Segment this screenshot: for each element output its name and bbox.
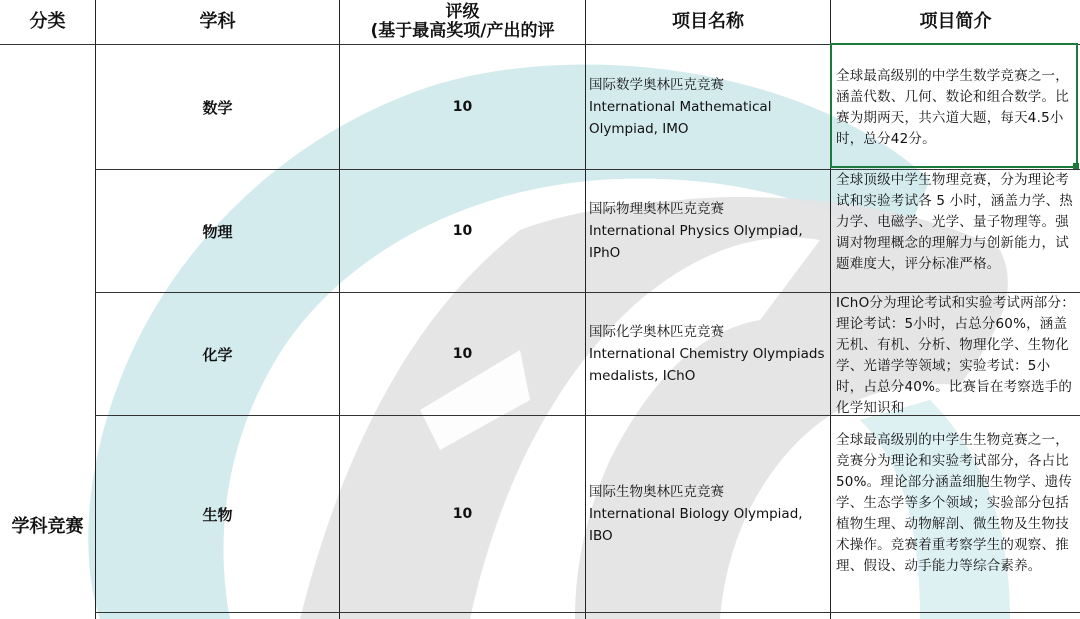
rating-cell-math[interactable]: 10 bbox=[452, 99, 473, 115]
category-cell[interactable]: 学科竞赛 bbox=[11, 515, 84, 537]
header-project-intro: 项目简介 bbox=[919, 11, 992, 32]
project-name-cn: 国际生物奥林匹克竞赛 bbox=[589, 484, 724, 500]
project-name-cell-math[interactable] bbox=[586, 45, 830, 169]
project-name-en: International Physics Olympiad, IPhO bbox=[589, 223, 803, 261]
project-intro-cell-math[interactable]: 全球最高级别的中学生数学竞赛之一，涵盖代数、几何、数论和组合数学。比赛为期两天，共六道大题，每天4.5小时，总分42分。 bbox=[836, 68, 1069, 147]
header-rating-line2: (基于最高奖项/产出的评 bbox=[370, 21, 555, 41]
subject-cell-physics[interactable]: 物理 bbox=[202, 222, 233, 241]
project-name-cell-physics[interactable] bbox=[586, 170, 830, 292]
cell-selection-outline bbox=[830, 43, 1078, 168]
project-intro-cell-physics[interactable]: 全球顶级中学生物理竞赛，分为理论考试和实验考试各 5 小时，涵盖力学、热力学、电磁学、光学、量子物理等。强调对物理概念的理解力与创新能力，试题难度大，评分标准严格。 bbox=[836, 172, 1073, 272]
project-name-en: International Biology Olympiad, IBO bbox=[589, 506, 803, 544]
grid-line-row1 bbox=[95, 169, 1080, 170]
subject-cell-biology[interactable]: 生物 bbox=[202, 505, 233, 524]
project-name-en: International Chemistry Olympiads medalists, IChO bbox=[589, 346, 825, 384]
grid-line-row3 bbox=[95, 415, 1080, 416]
project-name-cell-chemistry[interactable] bbox=[586, 293, 830, 415]
project-name-en: International Mathematical Olympiad, IMO bbox=[589, 99, 772, 137]
subject-cell-chemistry[interactable]: 化学 bbox=[202, 345, 233, 364]
grid-line-col1 bbox=[95, 0, 96, 619]
project-intro-cell-chemistry[interactable]: IChO分为理论考试和实验考试两部分：理论考试：5小时，占总分60%，涵盖无机、有机、分析、物理化学、生物化学、光谱学等领域；实验考试：5小时，占总分40%。比赛旨在考察选手的化学知识和 bbox=[836, 295, 1075, 415]
grid-line-row4 bbox=[95, 612, 1080, 613]
fill-handle[interactable] bbox=[1073, 163, 1079, 169]
subject-cell-math[interactable]: 数学 bbox=[202, 98, 233, 117]
header-category: 分类 bbox=[29, 11, 66, 32]
project-name-cell-biology[interactable] bbox=[586, 416, 830, 612]
rating-cell-biology[interactable]: 10 bbox=[452, 506, 473, 522]
grid-line-row2 bbox=[95, 292, 1080, 293]
rating-cell-physics[interactable]: 10 bbox=[452, 223, 473, 239]
project-intro-cell-biology[interactable]: 全球最高级别的中学生生物竞赛之一，竞赛分为理论和实验考试部分，各占比50%。理论部分涵盖细胞生物学、遗传学、生态学等多个领域；实验部分包括植物生理、动物解剖、微生物及生物技术操作。竞赛着重考察学生的观察、推理、假设、动手能力等综合素养。 bbox=[836, 432, 1073, 574]
grid-line-col3 bbox=[585, 0, 586, 619]
header-subject: 学科 bbox=[199, 11, 236, 32]
header-rating bbox=[340, 0, 585, 44]
project-name-cn: 国际数学奥林匹克竞赛 bbox=[589, 77, 724, 93]
project-name-cn: 国际化学奥林匹克竞赛 bbox=[589, 324, 724, 340]
rating-cell-chemistry[interactable]: 10 bbox=[452, 346, 473, 362]
header-project-name: 项目名称 bbox=[672, 11, 744, 32]
grid-line-col2 bbox=[339, 0, 340, 619]
header-rating-line1: 评级 bbox=[445, 2, 480, 22]
project-name-cn: 国际物理奥林匹克竞赛 bbox=[589, 201, 724, 217]
